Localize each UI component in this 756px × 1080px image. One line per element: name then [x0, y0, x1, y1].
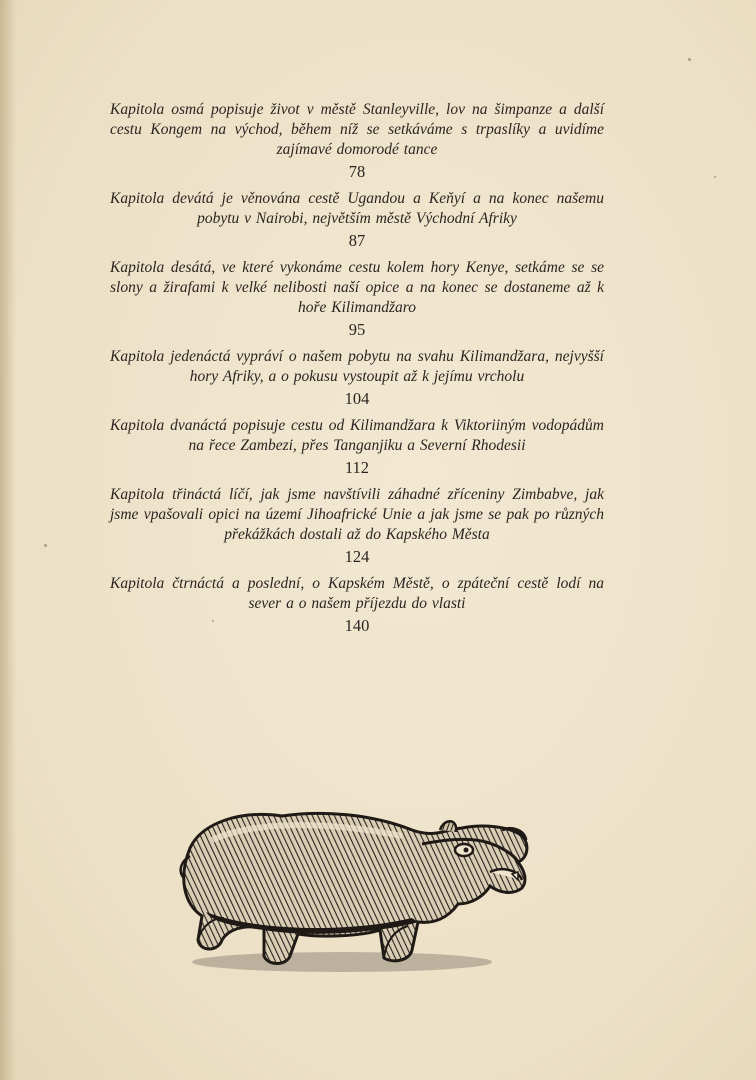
toc-entry-text: Kapitola devátá je věnována cestě Ugandou a Keňyí a na konec našemu pobytu v Nairobi, největším městě Východní Afriky: [110, 190, 604, 227]
toc-entry-page-number: 112: [344, 458, 370, 477]
toc-entry: [110, 258, 604, 340]
hippopotamus-carving-illustration: [172, 800, 542, 980]
toc-entry-page-number: 140: [344, 616, 370, 635]
toc-entry: [110, 416, 604, 478]
toc-entry: [110, 485, 604, 567]
toc-entry: [110, 574, 604, 636]
toc-entry-page-number: 104: [344, 389, 370, 408]
page-gutter-shadow: [0, 0, 16, 1080]
paper-speck: [212, 620, 214, 622]
toc-entry-page-number: 124: [344, 547, 370, 566]
toc-entry: [110, 347, 604, 409]
table-of-contents: [110, 100, 604, 643]
toc-entry-text: Kapitola desátá, ve které vykonáme cestu kolem hory Kenye, setkáme se se slony a žirafami k velké nelibosti naší opice a na konec se dostaneme až k hoře Kilimandžaro: [110, 259, 604, 316]
toc-entry-text: Kapitola osmá popisuje život v městě Stanleyville, lov na šimpanze a další cestu Kongem na východ, během níž se setkáváme s trpaslíky a uvidíme zajímavé domorodé tance: [110, 101, 604, 158]
paper-speck: [688, 58, 691, 61]
toc-entry-text: Kapitola jedenáctá vypráví o našem pobytu na svahu Kilimandžara, nejvyšší hory Afriky, a o pokusu vystoupit až k jejímu vrcholu: [110, 348, 604, 385]
paper-speck: [714, 176, 716, 178]
toc-entry: [110, 100, 604, 182]
toc-entry-text: Kapitola dvanáctá popisuje cestu od Kilimandžara k Viktoriiným vodopádům na řece Zambezi, přes Tanganjiku a Severní Rhodesii: [110, 417, 604, 454]
toc-entry-page-number: 95: [348, 320, 366, 339]
toc-entry-page-number: 78: [348, 162, 366, 181]
toc-entry-text: Kapitola čtrnáctá a poslední, o Kapském Městě, o zpáteční cestě lodí na sever a o našem příjezdu do vlasti: [110, 575, 604, 612]
toc-entry-page-number: 87: [348, 231, 366, 250]
toc-entry-text: Kapitola třináctá líčí, jak jsme navštívili záhadné zříceniny Zimbabve, jak jsme vpašovali opici na území Jihoafrické Unie a jak jsme se pak po různých překážkách dostali až do Kapského Města: [110, 486, 604, 543]
hippopotamus-icon: [172, 800, 542, 980]
paper-speck: [44, 544, 47, 547]
toc-entry: [110, 189, 604, 251]
